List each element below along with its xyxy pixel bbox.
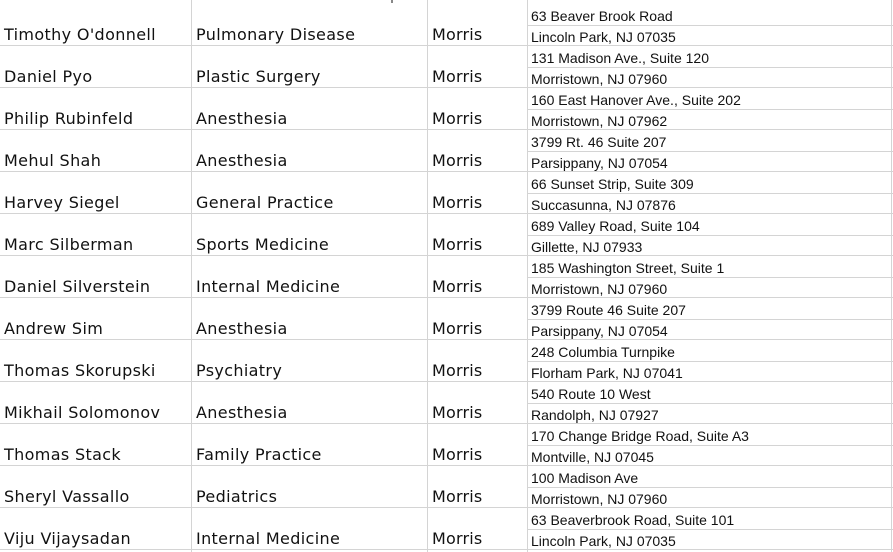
county-cell[interactable]: Morris (432, 235, 483, 254)
row-divider (527, 25, 893, 26)
table-row[interactable] (0, 130, 893, 172)
provider-name-cell[interactable]: Thomas Skorupski (4, 361, 156, 380)
address-line2-cell[interactable]: Montville, NJ 07045 (531, 449, 654, 465)
row-divider (527, 277, 893, 278)
specialty-cell[interactable]: Anesthesia (196, 403, 288, 422)
row-divider (527, 67, 893, 68)
county-cell[interactable]: Morris (432, 67, 483, 86)
address-line2-cell[interactable]: Morristown, NJ 07960 (531, 491, 668, 507)
address-line1-cell[interactable]: 3799 Route 46 Suite 207 (531, 302, 686, 318)
provider-name-cell[interactable]: Sheryl Vassallo (4, 487, 130, 506)
table-row[interactable] (0, 298, 893, 340)
table-row[interactable] (0, 88, 893, 130)
provider-name-cell[interactable]: Mehul Shah (4, 151, 102, 170)
address-line1-cell[interactable]: 540 Route 10 West (531, 386, 651, 402)
provider-name-cell[interactable]: Philip Rubinfeld (4, 109, 134, 128)
address-line1-cell[interactable]: 185 Washington Street, Suite 1 (531, 260, 725, 276)
row-divider (527, 361, 893, 362)
address-line2-cell[interactable]: Gillette, NJ 07933 (531, 239, 643, 255)
specialty-cell[interactable]: Psychiatry (196, 361, 283, 380)
row-divider (527, 445, 893, 446)
address-line1-cell[interactable]: 689 Valley Road, Suite 104 (531, 218, 700, 234)
provider-name-cell[interactable]: Thomas Stack (4, 445, 122, 464)
address-line2-cell[interactable]: Parsippany, NJ 07054 (531, 155, 668, 171)
address-line1-cell[interactable]: 66 Sunset Strip, Suite 309 (531, 176, 694, 192)
provider-name-cell[interactable]: Daniel Pyo (4, 67, 93, 86)
address-line2-cell[interactable]: Morristown, NJ 07960 (531, 281, 668, 297)
specialty-cell[interactable]: Internal Medicine (196, 277, 341, 296)
provider-name-cell[interactable]: Timothy O'donnell (4, 25, 156, 44)
provider-name-cell[interactable]: Harvey Siegel (4, 193, 120, 212)
row-divider (527, 235, 893, 236)
address-line1-cell[interactable]: 160 East Hanover Ave., Suite 202 (531, 92, 741, 108)
county-cell[interactable]: Morris (432, 151, 483, 170)
address-line2-cell[interactable]: Lincoln Park, NJ 07035 (531, 29, 676, 45)
row-divider (0, 549, 893, 550)
table-row[interactable] (0, 46, 893, 88)
county-cell[interactable]: Morris (432, 109, 483, 128)
specialty-cell[interactable]: Anesthesia (196, 109, 288, 128)
table-row[interactable] (0, 382, 893, 424)
address-line1-cell[interactable]: 131 Madison Ave., Suite 120 (531, 50, 709, 66)
address-line1-cell[interactable]: 170 Change Bridge Road, Suite A3 (531, 428, 749, 444)
table-row[interactable] (0, 214, 893, 256)
county-cell[interactable]: Morris (432, 445, 483, 464)
specialty-cell[interactable]: General Practice (196, 193, 334, 212)
county-cell[interactable]: Morris (432, 403, 483, 422)
table-row[interactable] (0, 4, 893, 46)
address-line2-cell[interactable]: Succasunna, NJ 07876 (531, 197, 676, 213)
county-cell[interactable]: Morris (432, 487, 483, 506)
specialty-cell[interactable]: Pulmonary Disease (196, 25, 356, 44)
county-cell[interactable]: Morris (432, 361, 483, 380)
row-divider (527, 403, 893, 404)
county-cell[interactable]: Morris (432, 193, 483, 212)
row-divider (527, 529, 893, 530)
provider-name-cell[interactable]: Daniel Silverstein (4, 277, 151, 296)
specialty-cell[interactable]: Internal Medicine (196, 529, 341, 548)
row-divider (527, 151, 893, 152)
address-line1-cell[interactable]: 63 Beaver Brook Road (531, 8, 673, 24)
address-line2-cell[interactable]: Parsippany, NJ 07054 (531, 323, 668, 339)
address-line1-cell[interactable]: 100 Madison Ave (531, 470, 639, 486)
row-divider (527, 487, 893, 488)
address-line1-cell[interactable]: 3799 Rt. 46 Suite 207 (531, 134, 667, 150)
specialty-cell[interactable]: Plastic Surgery (196, 67, 321, 86)
address-line2-cell[interactable]: Randolph, NJ 07927 (531, 407, 659, 423)
table-row[interactable] (0, 172, 893, 214)
table-row[interactable] (0, 424, 893, 466)
cell-fragment-mark (391, 0, 393, 3)
specialty-cell[interactable]: Anesthesia (196, 319, 288, 338)
table-row[interactable] (0, 508, 893, 550)
county-cell[interactable]: Morris (432, 277, 483, 296)
address-line2-cell[interactable]: Florham Park, NJ 07041 (531, 365, 683, 381)
row-divider (527, 109, 893, 110)
row-divider (527, 193, 893, 194)
provider-name-cell[interactable]: Andrew Sim (4, 319, 104, 338)
county-cell[interactable]: Morris (432, 25, 483, 44)
county-cell[interactable]: Morris (432, 319, 483, 338)
county-cell[interactable]: Morris (432, 529, 483, 548)
address-line2-cell[interactable]: Morristown, NJ 07960 (531, 71, 668, 87)
specialty-cell[interactable]: Sports Medicine (196, 235, 330, 254)
address-line1-cell[interactable]: 63 Beaverbrook Road, Suite 101 (531, 512, 735, 528)
provider-name-cell[interactable]: Viju Vijaysadan (4, 529, 131, 548)
address-line1-cell[interactable]: 248 Columbia Turnpike (531, 344, 675, 360)
provider-name-cell[interactable]: Mikhail Solomonov (4, 403, 161, 422)
specialty-cell[interactable]: Family Practice (196, 445, 322, 464)
table-row[interactable] (0, 256, 893, 298)
specialty-cell[interactable]: Pediatrics (196, 487, 278, 506)
row-divider (527, 319, 893, 320)
table-row[interactable] (0, 340, 893, 382)
provider-name-cell[interactable]: Marc Silberman (4, 235, 134, 254)
address-line2-cell[interactable]: Morristown, NJ 07962 (531, 113, 668, 129)
table-row[interactable] (0, 466, 893, 508)
address-line2-cell[interactable]: Lincoln Park, NJ 07035 (531, 533, 676, 549)
specialty-cell[interactable]: Anesthesia (196, 151, 288, 170)
